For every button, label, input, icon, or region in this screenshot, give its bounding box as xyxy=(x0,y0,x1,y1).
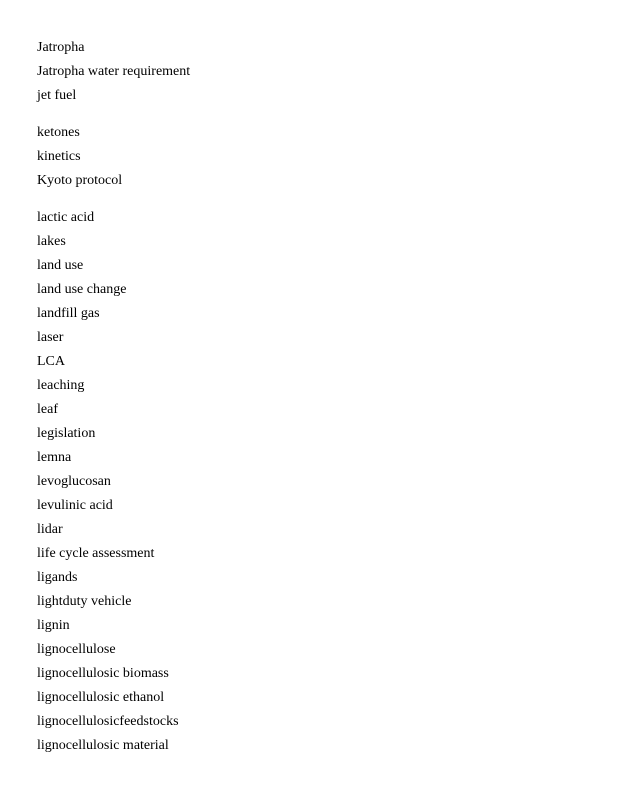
index-term: LCA xyxy=(37,354,65,369)
index-term: legislation xyxy=(37,426,96,441)
index-term: lignocellulose xyxy=(37,642,116,657)
index-term: lidar xyxy=(37,522,63,537)
index-term-list xyxy=(37,36,577,758)
index-term: lemna xyxy=(37,450,72,465)
index-term: lakes xyxy=(37,234,66,249)
index-term: laser xyxy=(37,330,64,345)
index-term: lignocellulosic biomass xyxy=(37,666,169,681)
index-term: Jatropha water requirement xyxy=(37,64,191,79)
index-term: kinetics xyxy=(37,149,81,164)
index-term: levulinic acid xyxy=(37,498,113,513)
index-term: landfill gas xyxy=(37,306,100,321)
index-group-k xyxy=(37,121,577,193)
index-term: jet fuel xyxy=(37,88,77,103)
index-term: lignocellulosic ethanol xyxy=(37,690,165,705)
index-term: lactic acid xyxy=(37,210,95,225)
index-term: leaf xyxy=(37,402,58,417)
index-term: lignin xyxy=(37,618,70,633)
index-term: levoglucosan xyxy=(37,474,111,489)
index-term: Kyoto protocol xyxy=(37,173,123,188)
index-group-l xyxy=(37,206,577,758)
index-term: land use xyxy=(37,258,84,273)
index-term: leaching xyxy=(37,378,85,393)
index-term: Jatropha xyxy=(37,40,85,55)
index-group-j xyxy=(37,36,577,108)
index-term: land use change xyxy=(37,282,127,297)
index-term: lignocellulosic material xyxy=(37,738,169,753)
index-term: ligands xyxy=(37,570,78,585)
index-term: life cycle assessment xyxy=(37,546,155,561)
index-term: lignocellulosicfeedstocks xyxy=(37,714,179,729)
index-term: ketones xyxy=(37,125,80,140)
index-term: lightduty vehicle xyxy=(37,594,132,609)
